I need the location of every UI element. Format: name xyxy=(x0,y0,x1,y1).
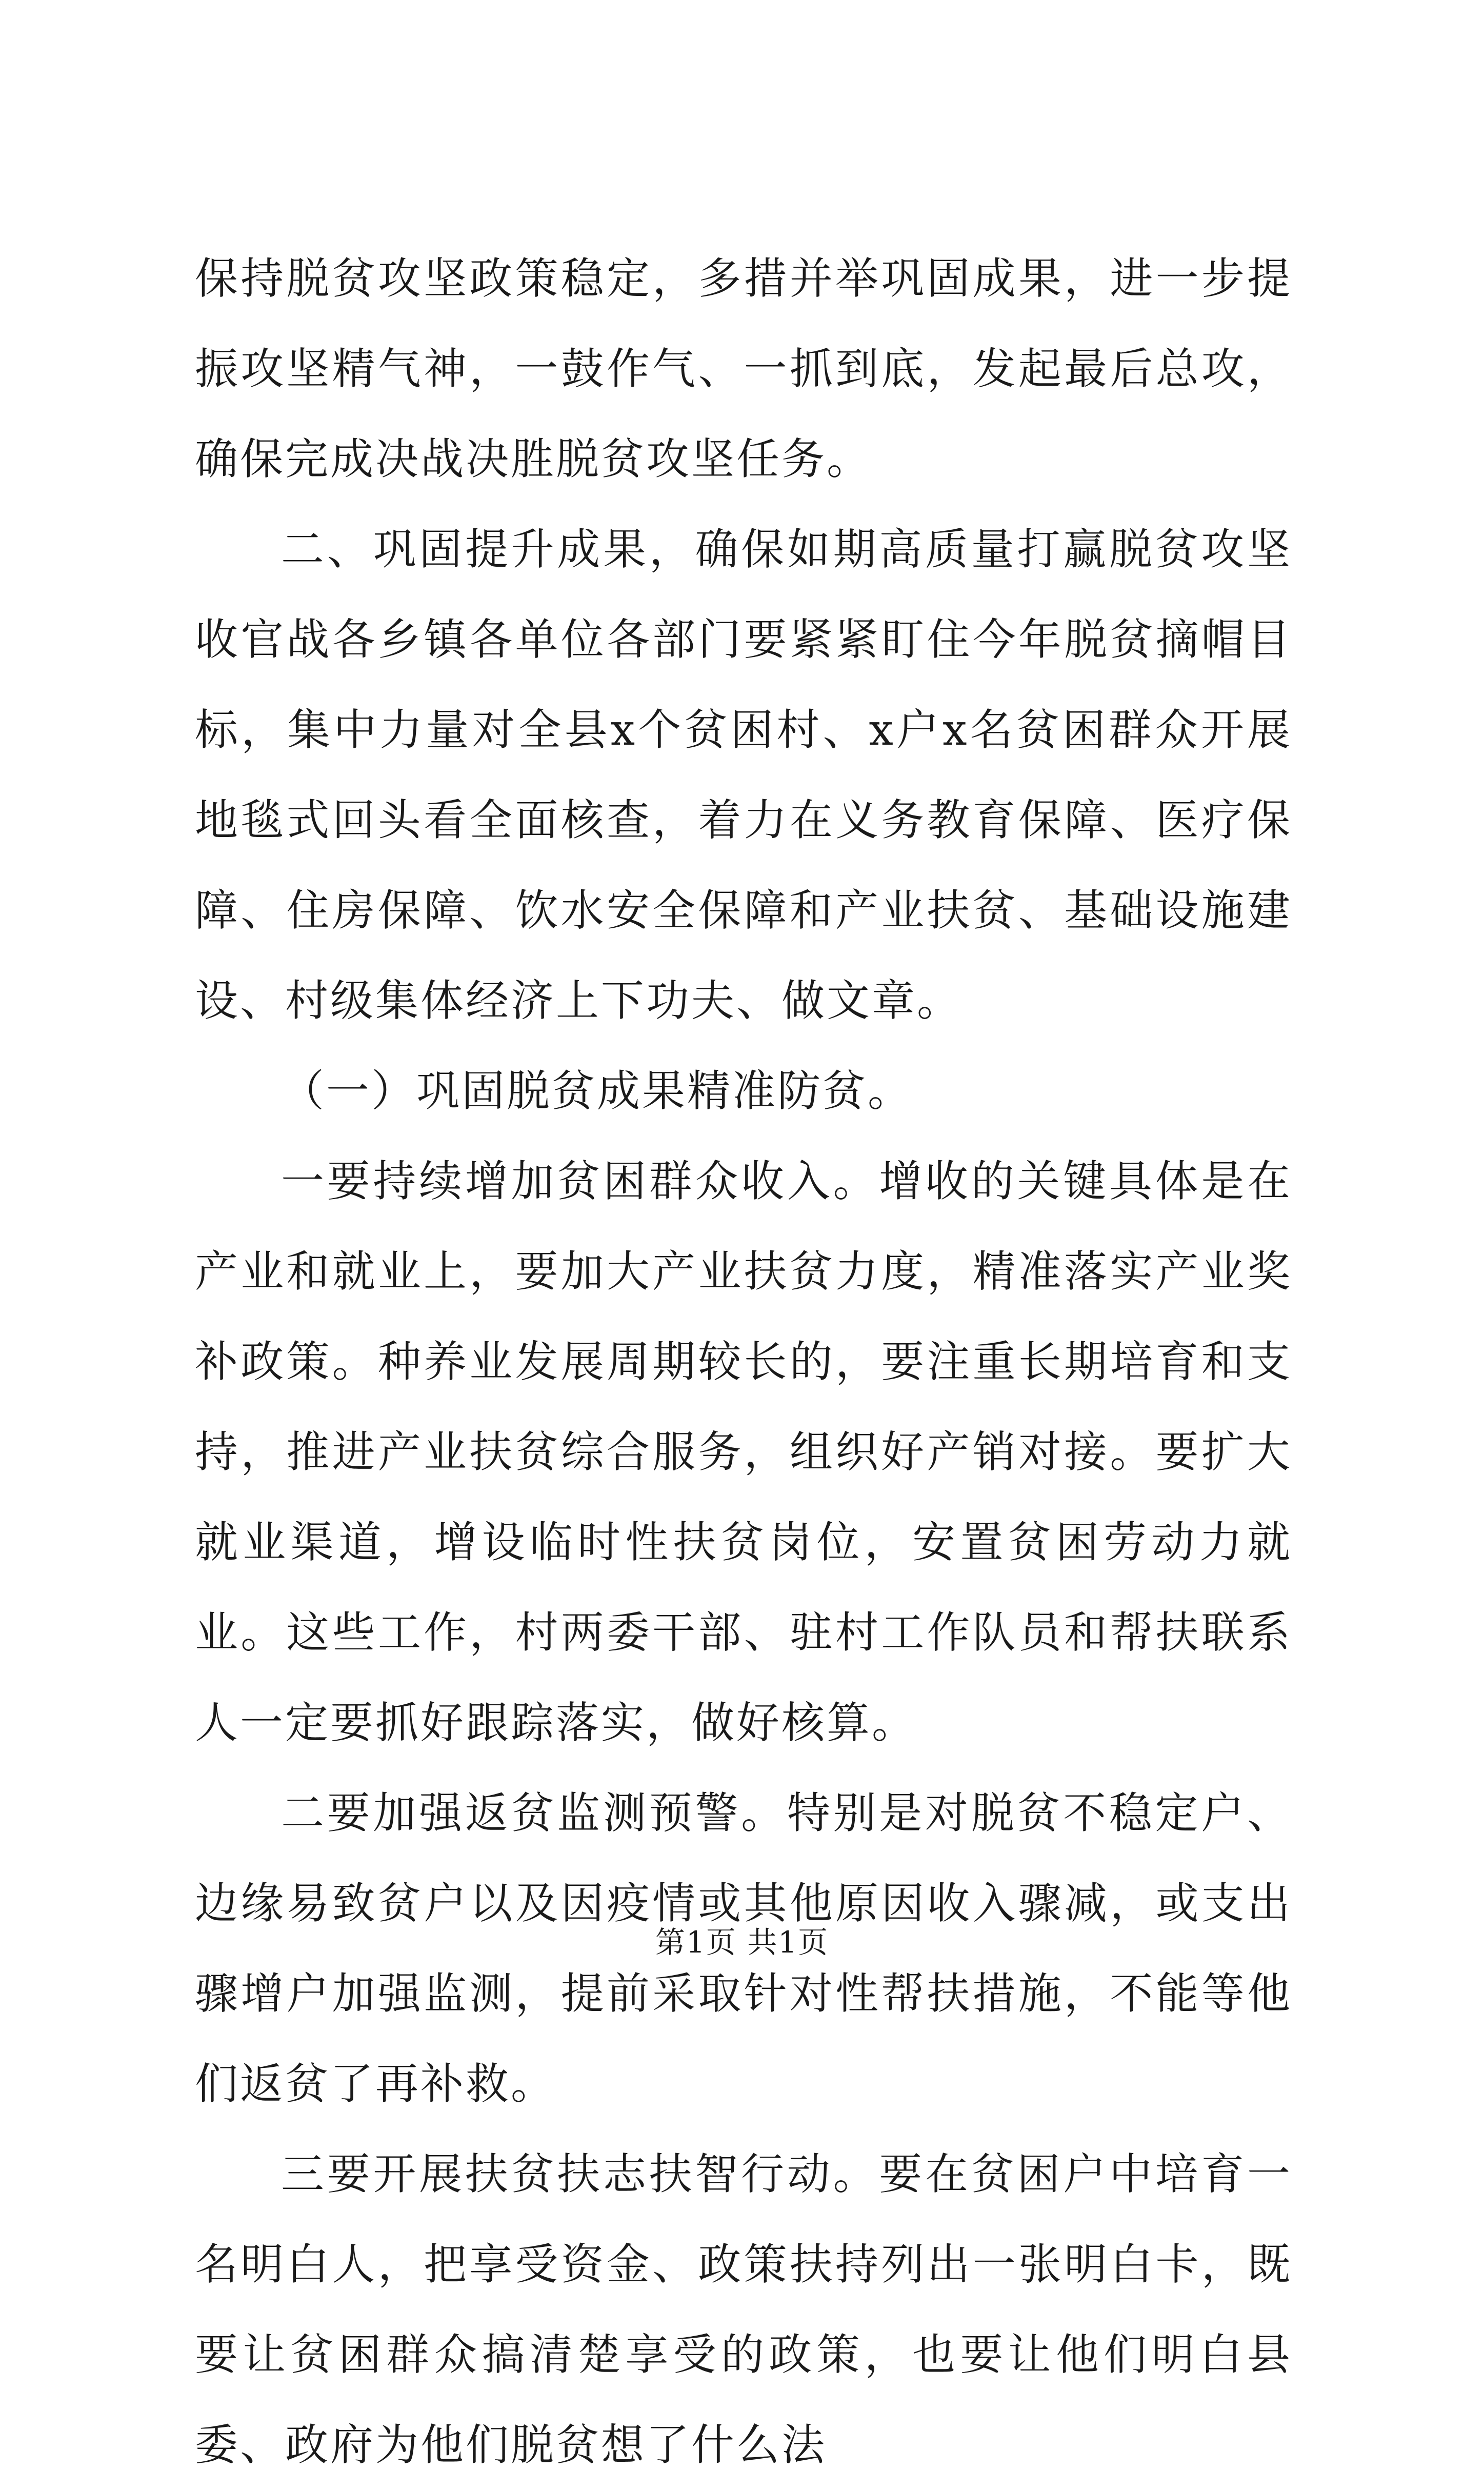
paragraph-1: 保持脱贫攻坚政策稳定，多措并举巩固成果，进一步提振攻坚精气神，一鼓作气、一抓到底，发起最后总攻，确保完成决战决胜脱贫攻坚任务。 xyxy=(195,253,1292,484)
paragraph-6: 三要开展扶贫扶志扶智行动。要在贫困户中培育一名明白人，把享受资金、政策扶持列出一张明白卡，既要让贫困群众搞清楚享受的政策，也要让他们明白县委、政府为他们脱贫想了什么法 xyxy=(195,2149,1292,2470)
paragraph-5: 二要加强返贫监测预警。特别是对脱贫不稳定户、边缘易致贫户以及因疫情或其他原因收入骤减，或支出骤增户加强监测，提前采取针对性帮扶措施，不能等他们返贫了再补救。 xyxy=(195,1788,1292,2109)
document-body xyxy=(195,233,1292,2490)
section-heading: （一）巩固脱贫成果精准防贫。 xyxy=(281,1066,913,1116)
paragraph-4: 一要持续增加贫困群众收入。增收的关键具体是在产业和就业上，要加大产业扶贫力度，精准落实产业奖补政策。种养业发展周期较长的，要注重长期培育和支持，推进产业扶贫综合服务，组织好产销对接。要扩大就业渠道，增设临时性扶贫岗位，安置贫困劳动力就业。这些工作，村两委干部、驻村工作队员和帮扶联系人一定要抓好跟踪落实，做好核算。 xyxy=(195,1156,1292,1748)
paragraph-2: 二、巩固提升成果，确保如期高质量打赢脱贫攻坚收官战各乡镇各单位各部门要紧紧盯住今年脱贫摘帽目标，集中力量对全县x个贫困村、x户x名贫困群众开展地毯式回头看全面核查，着力在义务教育保障、医疗保障、住房保障、饮水安全保障和产业扶贫、基础设施建设、村级集体经济上下功夫、做文章。 xyxy=(195,524,1292,1026)
page-footer: 第1页 共1页 xyxy=(655,1925,829,1960)
